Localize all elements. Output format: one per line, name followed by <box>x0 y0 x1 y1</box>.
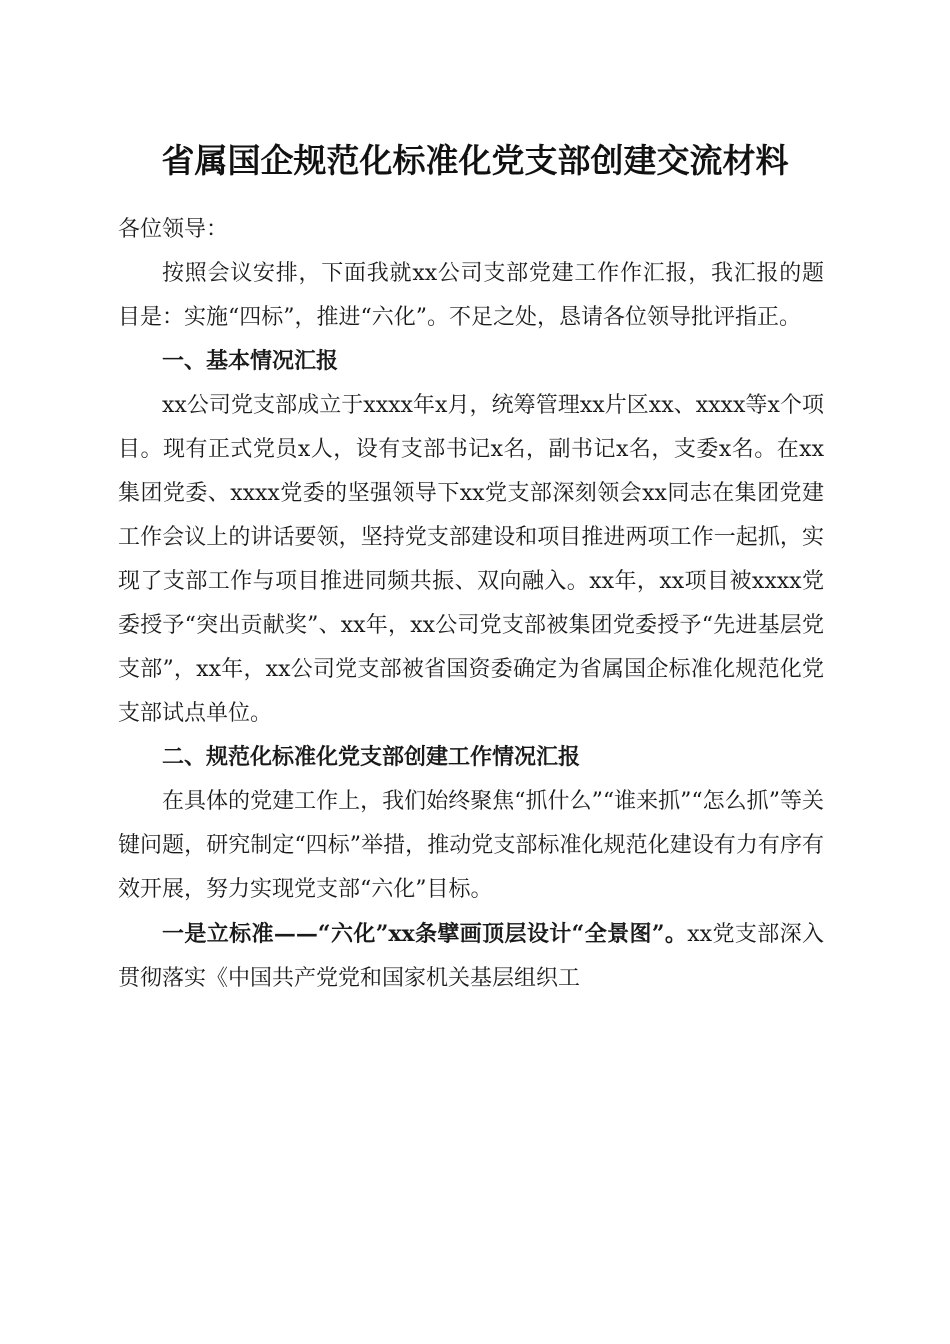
section-heading-work-report: 二、规范化标准化党支部创建工作情况汇报 <box>162 745 581 770</box>
document-body <box>118 208 824 1001</box>
intro-paragraph: 按照会议安排，下面我就xx公司支部党建工作作汇报，我汇报的题目是：实施“四标”，推进“六化”。不足之处，恳请各位领导批评指正。 <box>118 261 824 330</box>
point-one-paragraph <box>118 912 824 1001</box>
basic-info-paragraph: xx公司党支部成立于xxxx年x月，统筹管理xx片区xx、xxxx等x个项目。现有正式党员x人，设有支部书记x名，副书记x名，支委x名。在xx集团党委、xxxx党委的坚强领导下xx党支部深刻领会xx同志在集团党建工作会议上的讲话要领，坚持党支部建设和项目推进两项工作一起抓，实现了支部工作与项目推进同频共振、双向融入。xx年，xx项目被xxxx党委授予“突出贡献奖”、xx年，xx公司党支部被集团党委授予“先进基层党支部”，xx年，xx公司党支部被省国资委确定为省属国企标准化规范化党支部试点单位。 <box>118 393 824 726</box>
point-one-lead: 一是立标准——“六化”xx条擘画顶层设计“全景图”。 <box>162 921 688 947</box>
salutation: 各位领导： <box>118 217 229 242</box>
section-heading-basic-info: 一、基本情况汇报 <box>162 349 339 374</box>
point-one-body: xx党支部深入贯彻落实《中国共产党党和国家机关基层组织工 <box>118 922 824 991</box>
document-title: 省属国企规范化标准化党支部创建交流材料 <box>161 141 789 180</box>
work-report-paragraph: 在具体的党建工作上，我们始终聚焦“抓什么”“谁来抓”“怎么抓”等关键问题，研究制定“四标”举措，推动党支部标准化规范化建设有力有序有效开展，努力实现党支部“六化”目标。 <box>118 789 824 902</box>
